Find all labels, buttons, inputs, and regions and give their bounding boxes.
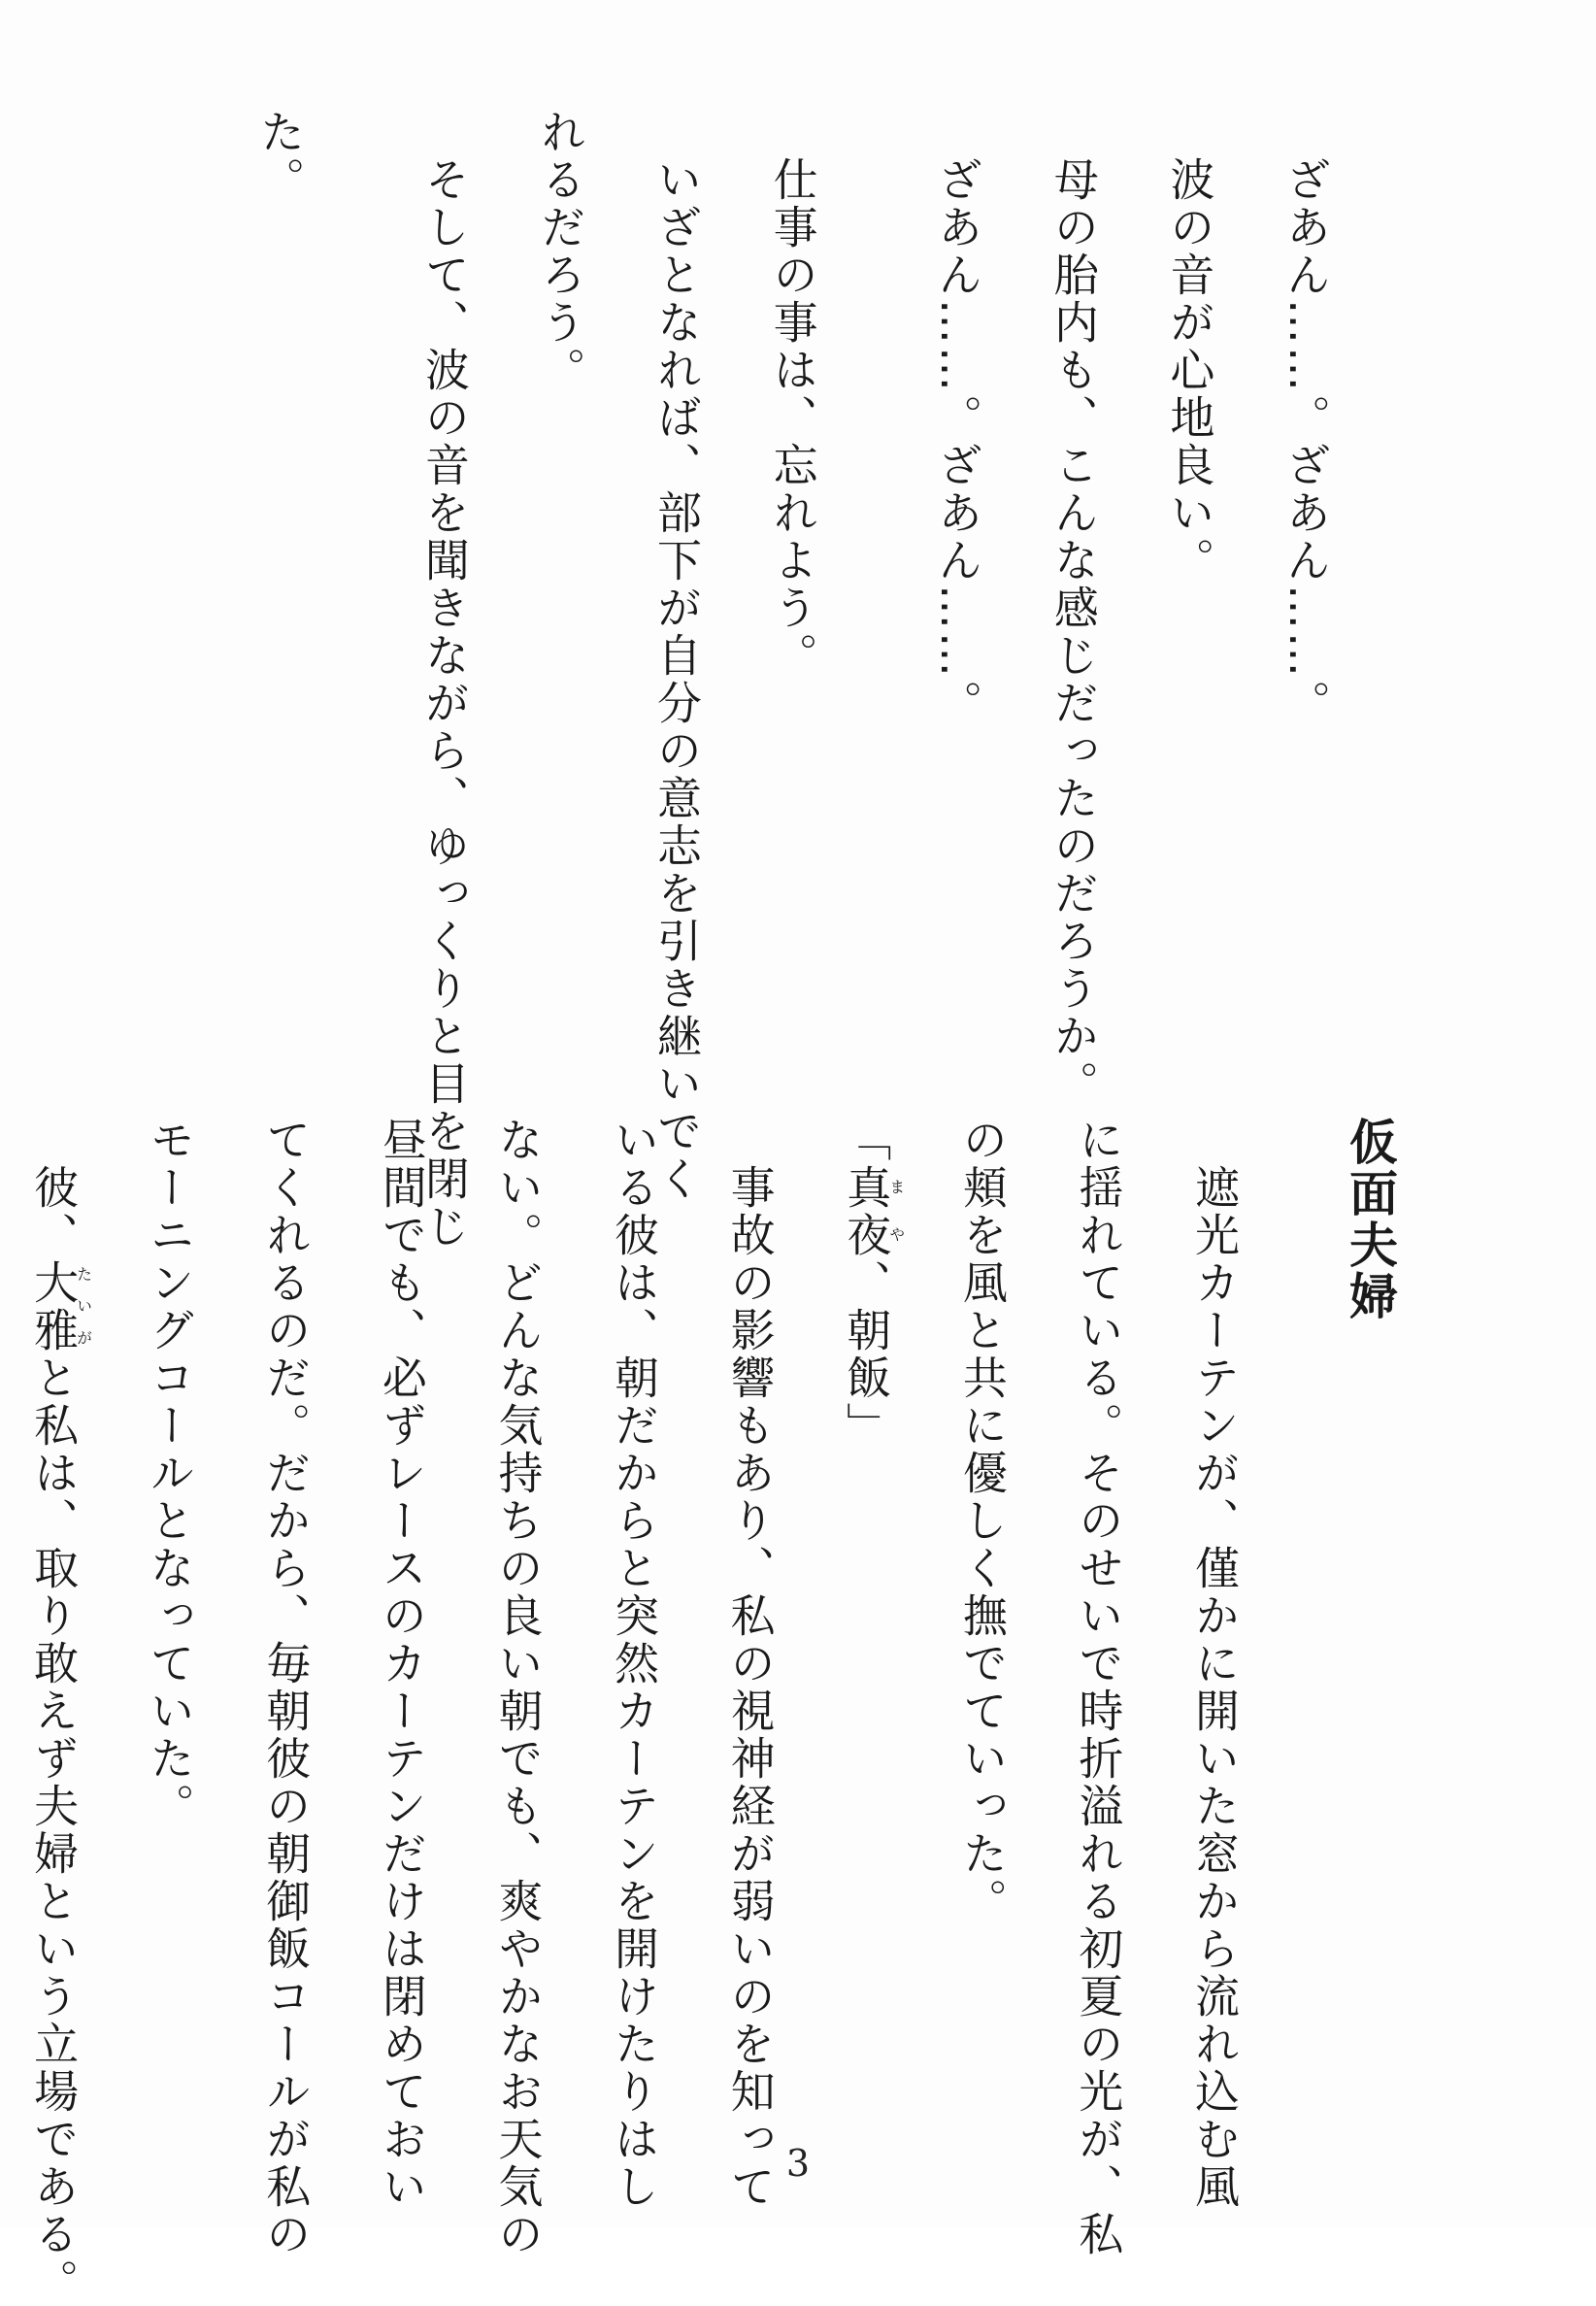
text-line: ない。どんな気持ちの良い朝でも、爽やかなお天気の — [491, 1117, 545, 2258]
ruby-reading: たいが — [74, 1259, 93, 1354]
paragraph-waves-pleasant: 波の音が心地良い。 — [1163, 109, 1216, 585]
paragraph-close-eyes-1: そして、波の音を聞きながら、ゆっくりと目を閉じ — [417, 109, 471, 1251]
paragraph-close-eyes-2: た。 — [253, 109, 307, 204]
paragraph-subordinate-2: れるだろう。 — [534, 109, 587, 394]
paragraph-subordinate-1: いざとなれば、部下が自分の意志を引き継いでく — [650, 109, 704, 1203]
ruby-taiga: 大雅たいが — [27, 1259, 93, 1354]
dialogue-line: 「真夜まや、朝飯」 — [840, 1117, 906, 1450]
text-line: 事故の影響もあり、私の視神経が弱いのを知って — [723, 1117, 777, 2211]
ruby-mahiru: 真夜まや — [840, 1164, 906, 1259]
text-line: 遮光カーテンが、僅かに開いた窓から流れ込む風 — [1188, 1117, 1241, 2211]
text-line: モーニングコールとなっていた。 — [143, 1117, 196, 1830]
paragraph-womb: 母の胎内も、こんな感じだったのだろうか。 — [1047, 109, 1100, 1108]
text-line: いる彼は、朝だからと突然カーテンを開けたりはし — [608, 1117, 661, 2211]
paragraph-forget-work: 仕事の事は、忘れよう。 — [766, 109, 819, 680]
text-line: の頬を風と共に優しく撫でていった。 — [955, 1117, 1009, 1925]
paragraph-waves-1: ざあん……。ざあん……。 — [1280, 109, 1332, 727]
ruby-reading: まや — [886, 1164, 906, 1259]
chapter-passage — [0, 1117, 1433, 2306]
text-line-taiga: 彼、大雅たいがと私は、取り敢えず夫婦という立場である。 — [27, 1117, 93, 2306]
text-line: てくれるのだ。だから、毎朝彼の朝御飯コールが私の — [259, 1117, 313, 2258]
page-number: 3 — [785, 2142, 811, 2185]
paragraph-waves-2: ざあん……。ざあん……。 — [931, 109, 984, 727]
text-line: 昼間でも、必ずレースのカーテンだけは閉めておい — [375, 1117, 428, 2211]
chapter-title: 仮面夫婦 — [1342, 1117, 1398, 1322]
text-line: に揺れている。そのせいで時折溢れる初夏の光が、私 — [1072, 1117, 1125, 2258]
